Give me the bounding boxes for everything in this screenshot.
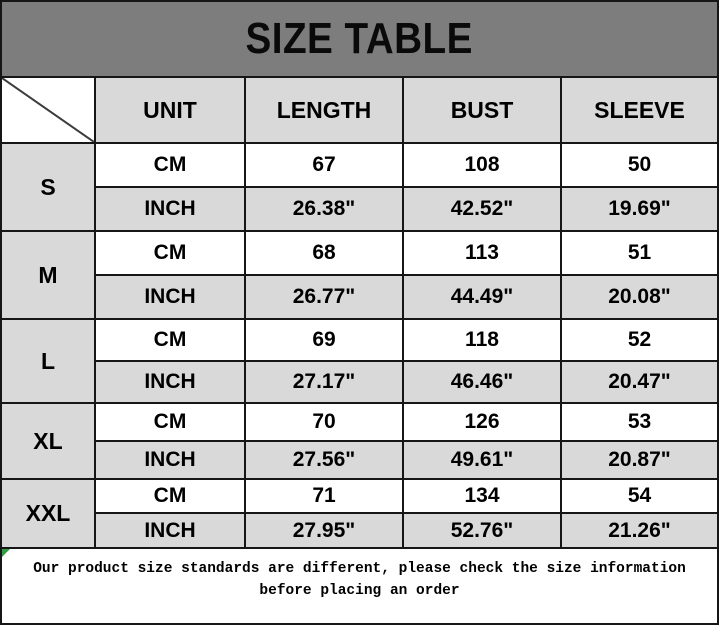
size-row-l-cm <box>2 319 717 361</box>
unit-cell-cm: CM <box>95 319 245 361</box>
size-label-s: S <box>2 143 95 231</box>
value-cell: 51 <box>561 231 717 275</box>
value-cell: 27.95" <box>245 513 403 547</box>
value-cell: 27.17" <box>245 361 403 403</box>
note-line-1: Our product size standards are different, please check the size information <box>33 561 686 577</box>
value-cell: 26.77" <box>245 275 403 319</box>
value-cell: 70 <box>245 403 403 441</box>
size-row-m-cm <box>2 231 717 275</box>
value-cell: 118 <box>403 319 561 361</box>
size-row-s-inch <box>2 187 717 231</box>
unit-cell-cm: CM <box>95 403 245 441</box>
value-cell: 26.38" <box>245 187 403 231</box>
value-cell: 54 <box>561 479 717 513</box>
value-cell: 52 <box>561 319 717 361</box>
green-corner-marker <box>2 549 10 557</box>
size-label-xl: XL <box>2 403 95 479</box>
corner-cell <box>2 78 95 143</box>
column-header-unit: UNIT <box>95 78 245 143</box>
value-cell: 20.87" <box>561 441 717 479</box>
value-cell: 44.49" <box>403 275 561 319</box>
value-cell: 126 <box>403 403 561 441</box>
value-cell: 134 <box>403 479 561 513</box>
unit-cell-inch: INCH <box>95 187 245 231</box>
size-label-xxl: XXL <box>2 479 95 547</box>
title-band <box>2 2 717 78</box>
unit-cell-cm: CM <box>95 479 245 513</box>
column-header-sleeve: SLEEVE <box>561 78 717 143</box>
value-cell: 42.52" <box>403 187 561 231</box>
unit-cell-inch: INCH <box>95 275 245 319</box>
unit-cell-inch: INCH <box>95 441 245 479</box>
unit-cell-cm: CM <box>95 231 245 275</box>
size-row-xxl-inch <box>2 513 717 547</box>
value-cell: 20.08" <box>561 275 717 319</box>
value-cell: 49.61" <box>403 441 561 479</box>
unit-cell-inch: INCH <box>95 361 245 403</box>
size-row-s-cm <box>2 143 717 187</box>
size-row-xl-inch <box>2 441 717 479</box>
value-cell: 19.69" <box>561 187 717 231</box>
value-cell: 67 <box>245 143 403 187</box>
size-label-l: L <box>2 319 95 403</box>
value-cell: 69 <box>245 319 403 361</box>
unit-cell-cm: CM <box>95 143 245 187</box>
diagonal-line-icon <box>2 78 94 142</box>
unit-cell-inch: INCH <box>95 513 245 547</box>
header-row <box>2 78 717 143</box>
column-header-bust: BUST <box>403 78 561 143</box>
value-cell: 68 <box>245 231 403 275</box>
note-box <box>2 547 717 623</box>
value-cell: 53 <box>561 403 717 441</box>
size-table-body <box>2 143 717 547</box>
size-label-m: M <box>2 231 95 319</box>
page-title: SIZE TABLE <box>245 14 474 63</box>
value-cell: 46.46" <box>403 361 561 403</box>
size-table <box>2 78 717 547</box>
value-cell: 52.76" <box>403 513 561 547</box>
value-cell: 113 <box>403 231 561 275</box>
value-cell: 108 <box>403 143 561 187</box>
value-cell: 27.56" <box>245 441 403 479</box>
value-cell: 50 <box>561 143 717 187</box>
value-cell: 20.47" <box>561 361 717 403</box>
note-line-2: before placing an order <box>259 583 460 600</box>
size-row-xl-cm <box>2 403 717 441</box>
size-row-l-inch <box>2 361 717 403</box>
size-row-xxl-cm <box>2 479 717 513</box>
size-row-m-inch <box>2 275 717 319</box>
value-cell: 21.26" <box>561 513 717 547</box>
column-header-length: LENGTH <box>245 78 403 143</box>
value-cell: 71 <box>245 479 403 513</box>
